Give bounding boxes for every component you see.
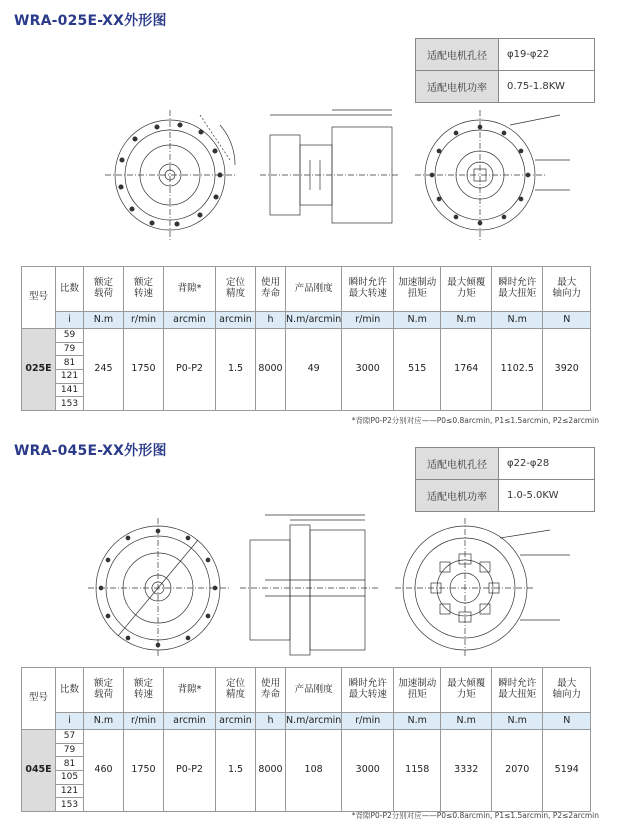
value-cell: 460	[84, 730, 124, 812]
value-cell: 1764	[441, 329, 492, 411]
ratio-cell: 105	[56, 771, 84, 785]
value-cell: 3000	[342, 730, 394, 812]
unit-cell: N.m	[441, 312, 492, 329]
rear-view-drawing	[415, 110, 570, 240]
value-cell: 1750	[124, 329, 164, 411]
header-cell: 型号	[22, 668, 56, 730]
spec-data-table	[21, 266, 591, 411]
section-045e	[0, 430, 625, 830]
outline-drawings	[80, 510, 600, 660]
value-cell: 2070	[492, 730, 543, 812]
spec-label: 适配电机功率	[416, 71, 499, 103]
unit-cell: N.m	[84, 312, 124, 329]
unit-cell: N.m	[394, 312, 441, 329]
value-cell: 49	[286, 329, 342, 411]
ratio-cell: 59	[56, 329, 84, 343]
unit-cell: r/min	[124, 312, 164, 329]
value-cell: 8000	[256, 329, 286, 411]
spec-row	[416, 448, 595, 480]
spec-label: 适配电机孔径	[416, 39, 499, 71]
unit-cell: r/min	[124, 713, 164, 730]
unit-cell: r/min	[342, 312, 394, 329]
backlash-note: *背隙P0-P2分别对应——P0≤0.8arcmin, P1≤1.5arcmin, P2≤2arcmin	[351, 811, 599, 820]
header-cell: 最大 轴向力	[543, 267, 591, 312]
spec-row	[416, 71, 595, 103]
header-cell: 额定 载荷	[84, 668, 124, 713]
ratio-cell: 121	[56, 784, 84, 798]
header-cell: 额定 转速	[124, 267, 164, 312]
header-cell: 加速制动 扭矩	[394, 668, 441, 713]
spec-value: φ22-φ28	[499, 448, 595, 480]
unit-cell: arcmin	[164, 713, 216, 730]
unit-cell: N.m	[441, 713, 492, 730]
value-cell: 1102.5	[492, 329, 543, 411]
header-cell: 最大倾覆 力矩	[441, 668, 492, 713]
header-cell: 使用 寿命	[256, 668, 286, 713]
value-cell: 8000	[256, 730, 286, 812]
value-cell: 1750	[124, 730, 164, 812]
ratio-cell: 81	[56, 356, 84, 370]
header-cell: 额定 转速	[124, 668, 164, 713]
value-cell: P0-P2	[164, 329, 216, 411]
front-view-drawing	[88, 518, 230, 658]
model-cell: 045E	[22, 730, 56, 812]
header-cell: 比数	[56, 668, 84, 713]
unit-cell: N.m	[492, 713, 543, 730]
table-unit-row	[22, 312, 591, 329]
value-cell: 515	[394, 329, 441, 411]
unit-cell: i	[56, 312, 84, 329]
value-cell: 3920	[543, 329, 591, 411]
header-cell: 定位 精度	[216, 668, 256, 713]
ratio-cell: 121	[56, 370, 84, 384]
outline-drawings	[80, 105, 600, 245]
unit-cell: r/min	[342, 713, 394, 730]
unit-cell: N.m/arcmin	[286, 312, 342, 329]
spec-label: 适配电机功率	[416, 480, 499, 512]
unit-cell: N	[543, 713, 591, 730]
motor-spec-table	[415, 447, 595, 512]
value-cell: 1.5	[216, 730, 256, 812]
side-view-drawing	[240, 515, 380, 655]
unit-cell: N.m	[394, 713, 441, 730]
unit-cell: N.m/arcmin	[286, 713, 342, 730]
table-unit-row	[22, 713, 591, 730]
rear-view-drawing	[395, 518, 570, 658]
table-header-row	[22, 267, 591, 312]
ratio-cell: 79	[56, 743, 84, 757]
header-cell: 背隙*	[164, 267, 216, 312]
value-cell: 3332	[441, 730, 492, 812]
ratio-cell: 57	[56, 730, 84, 744]
technical-drawing	[80, 510, 600, 660]
unit-cell: N.m	[84, 713, 124, 730]
header-cell: 瞬时允许 最大扭矩	[492, 668, 543, 713]
header-cell: 产品刚度	[286, 668, 342, 713]
value-cell: 245	[84, 329, 124, 411]
value-cell: 5194	[543, 730, 591, 812]
spec-row	[416, 39, 595, 71]
ratio-cell: 141	[56, 383, 84, 397]
spec-value: φ19-φ22	[499, 39, 595, 71]
unit-cell: arcmin	[216, 713, 256, 730]
spec-row	[416, 480, 595, 512]
model-cell: 025E	[22, 329, 56, 411]
table-row	[22, 730, 591, 744]
spec-value: 0.75-1.8KW	[499, 71, 595, 103]
front-view-drawing	[105, 110, 235, 240]
header-cell: 背隙*	[164, 668, 216, 713]
header-cell: 最大 轴向力	[543, 668, 591, 713]
header-cell: 加速制动 扭矩	[394, 267, 441, 312]
unit-cell: N.m	[492, 312, 543, 329]
spec-value: 1.0-5.0KW	[499, 480, 595, 512]
spec-label: 适配电机孔径	[416, 448, 499, 480]
ratio-cell: 81	[56, 757, 84, 771]
unit-cell: N	[543, 312, 591, 329]
header-cell: 瞬时允许 最大扭矩	[492, 267, 543, 312]
spec-data-table	[21, 667, 591, 812]
table-header-row	[22, 668, 591, 713]
side-view-drawing	[260, 110, 400, 223]
header-cell: 最大倾覆 力矩	[441, 267, 492, 312]
value-cell: 108	[286, 730, 342, 812]
value-cell: 1158	[394, 730, 441, 812]
header-cell: 额定 载荷	[84, 267, 124, 312]
header-cell: 型号	[22, 267, 56, 329]
unit-cell: h	[256, 713, 286, 730]
header-cell: 比数	[56, 267, 84, 312]
section-title: WRA-045E-XX外形图	[14, 443, 167, 459]
header-cell: 产品刚度	[286, 267, 342, 312]
value-cell: P0-P2	[164, 730, 216, 812]
ratio-cell: 79	[56, 342, 84, 356]
table-row	[22, 329, 591, 343]
header-cell: 定位 精度	[216, 267, 256, 312]
technical-drawing	[80, 105, 600, 245]
backlash-note: *背隙P0-P2分别对应——P0≤0.8arcmin, P1≤1.5arcmin, P2≤2arcmin	[351, 416, 599, 425]
header-cell: 使用 寿命	[256, 267, 286, 312]
header-cell: 瞬时允许 最大转速	[342, 668, 394, 713]
unit-cell: arcmin	[216, 312, 256, 329]
value-cell: 3000	[342, 329, 394, 411]
section-title: WRA-025E-XX外形图	[14, 13, 167, 29]
value-cell: 1.5	[216, 329, 256, 411]
header-cell: 瞬时允许 最大转速	[342, 267, 394, 312]
unit-cell: h	[256, 312, 286, 329]
unit-cell: i	[56, 713, 84, 730]
ratio-cell: 153	[56, 397, 84, 411]
unit-cell: arcmin	[164, 312, 216, 329]
motor-spec-table	[415, 38, 595, 103]
ratio-cell: 153	[56, 798, 84, 812]
